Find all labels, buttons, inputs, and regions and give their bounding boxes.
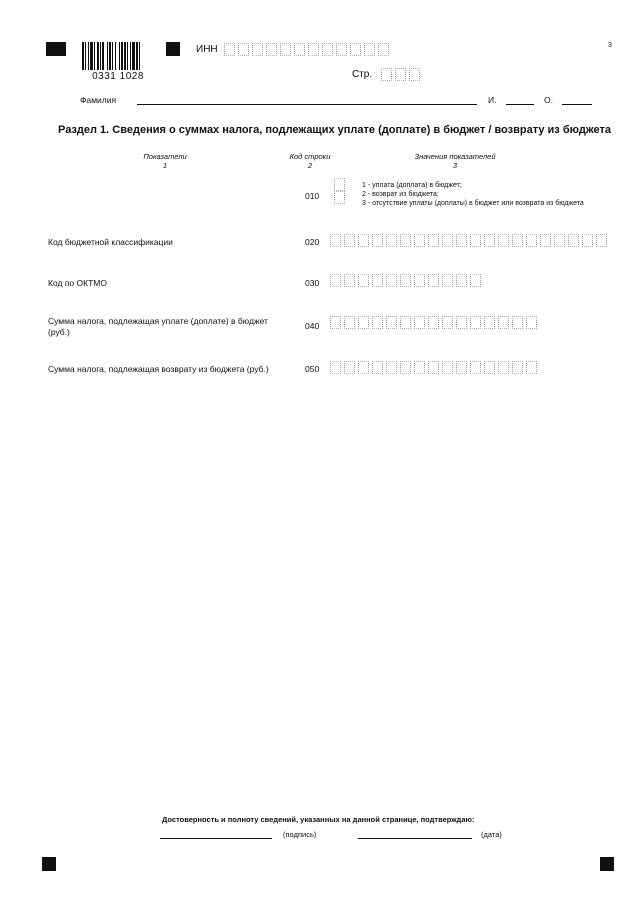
character-cell[interactable] — [358, 234, 369, 247]
character-cell[interactable] — [350, 43, 361, 56]
character-cell[interactable] — [358, 316, 369, 329]
column-header-row-code — [280, 152, 340, 170]
page-field[interactable] — [381, 68, 423, 81]
character-cell[interactable] — [470, 274, 481, 287]
registration-marker-top-left — [46, 42, 66, 56]
row-050-field[interactable] — [330, 361, 540, 374]
registration-marker-bottom-left — [42, 857, 56, 871]
character-cell[interactable] — [456, 361, 467, 374]
character-cell[interactable] — [512, 234, 523, 247]
row-040-code: 040 — [305, 321, 320, 331]
column-header-indicators-number: 1 — [162, 161, 168, 170]
character-cell[interactable] — [395, 68, 406, 81]
character-cell[interactable] — [372, 234, 383, 247]
row-050-code: 050 — [305, 364, 320, 374]
character-cell[interactable] — [498, 234, 509, 247]
character-cell[interactable] — [554, 234, 565, 247]
row-010-field[interactable] — [334, 178, 348, 191]
character-cell[interactable] — [280, 43, 291, 56]
column-header-values-number: 3 — [452, 161, 458, 170]
character-cell[interactable] — [470, 361, 481, 374]
character-cell[interactable] — [568, 234, 579, 247]
character-cell[interactable] — [428, 316, 439, 329]
page-number: 3 — [608, 42, 612, 49]
character-cell[interactable] — [428, 274, 439, 287]
character-cell[interactable] — [470, 316, 481, 329]
column-header-values — [395, 152, 515, 170]
character-cell[interactable] — [414, 316, 425, 329]
row-020-label: Код бюджетной классификации — [48, 237, 173, 247]
surname-label: Фамилия — [80, 95, 117, 105]
character-cell[interactable] — [582, 234, 593, 247]
character-cell[interactable] — [372, 274, 383, 287]
character-cell[interactable] — [386, 361, 397, 374]
character-cell[interactable] — [400, 274, 411, 287]
row-030-field[interactable] — [330, 274, 484, 287]
section-title: Раздел 1. Сведения о суммах налога, подлежащих уплате (доплате) в бюджет / возврату из бюджета — [58, 124, 611, 136]
character-cell[interactable] — [386, 274, 397, 287]
character-cell[interactable] — [484, 234, 495, 247]
row-050-label: Сумма налога, подлежащая возврату из бюджета (руб.) — [48, 364, 269, 374]
character-cell[interactable] — [330, 274, 341, 287]
character-cell[interactable] — [428, 234, 439, 247]
column-header-indicators — [120, 152, 210, 170]
signature-label: (подпись) — [283, 830, 317, 839]
character-cell[interactable] — [358, 361, 369, 374]
initial-i-field[interactable] — [506, 104, 534, 105]
row-020-field[interactable] — [330, 234, 610, 247]
character-cell[interactable] — [456, 274, 467, 287]
row-010-option-1: 1 - уплата (доплата) в бюджет; — [362, 182, 462, 189]
row-040-label-line1: Сумма налога, подлежащая уплате (доплате) в бюджет — [48, 316, 268, 326]
character-cell[interactable] — [596, 234, 607, 247]
character-cell[interactable] — [400, 361, 411, 374]
character-cell[interactable] — [334, 191, 345, 204]
character-cell[interactable] — [322, 43, 333, 56]
character-cell[interactable] — [294, 43, 305, 56]
character-cell[interactable] — [512, 316, 523, 329]
row-040-label-line2: (руб.) — [48, 327, 70, 337]
character-cell[interactable] — [344, 361, 355, 374]
character-cell[interactable] — [498, 316, 509, 329]
character-cell[interactable] — [330, 234, 341, 247]
character-cell[interactable] — [484, 316, 495, 329]
character-cell[interactable] — [442, 234, 453, 247]
character-cell[interactable] — [414, 361, 425, 374]
character-cell[interactable] — [526, 234, 537, 247]
character-cell[interactable] — [400, 234, 411, 247]
character-cell[interactable] — [386, 234, 397, 247]
registration-marker-top-mid — [166, 42, 180, 56]
date-label: (дата) — [481, 830, 502, 839]
character-cell[interactable] — [334, 178, 345, 191]
character-cell[interactable] — [442, 274, 453, 287]
signature-field[interactable] — [160, 838, 272, 839]
character-cell[interactable] — [512, 361, 523, 374]
row-010-option-3: 3 - отсутствие уплаты (доплаты) в бюджет или возврата из бюджета — [362, 200, 584, 207]
row-010-code: 010 — [305, 191, 320, 201]
date-field[interactable] — [358, 838, 472, 839]
character-cell[interactable] — [498, 361, 509, 374]
character-cell[interactable] — [252, 43, 263, 56]
barcode-number: 0331 1028 — [92, 71, 144, 82]
column-header-indicators-label: Показатели — [143, 152, 187, 161]
character-cell[interactable] — [428, 361, 439, 374]
character-cell[interactable] — [344, 234, 355, 247]
row-010-option-2: 2 - возврат из бюджета; — [362, 191, 439, 198]
character-cell[interactable] — [224, 43, 235, 56]
character-cell[interactable] — [526, 361, 537, 374]
character-cell[interactable] — [540, 234, 551, 247]
initial-o-label: О. — [544, 95, 553, 105]
character-cell[interactable] — [378, 43, 389, 56]
character-cell[interactable] — [456, 316, 467, 329]
column-header-values-label: Значения показателей — [414, 152, 496, 161]
initial-i-label: И. — [488, 95, 497, 105]
row-040-field[interactable] — [330, 316, 540, 329]
character-cell[interactable] — [381, 68, 392, 81]
row-010-field-lower[interactable] — [334, 191, 348, 204]
character-cell[interactable] — [358, 274, 369, 287]
column-header-row-code-label: Код строки — [289, 152, 331, 161]
row-030-code: 030 — [305, 278, 320, 288]
character-cell[interactable] — [308, 43, 319, 56]
character-cell[interactable] — [266, 43, 277, 56]
character-cell[interactable] — [484, 361, 495, 374]
surname-field[interactable] — [137, 104, 477, 105]
character-cell[interactable] — [409, 68, 420, 81]
character-cell[interactable] — [442, 316, 453, 329]
inn-field[interactable] — [224, 43, 392, 56]
character-cell[interactable] — [344, 274, 355, 287]
inn-label: ИНН — [196, 44, 218, 55]
character-cell[interactable] — [414, 274, 425, 287]
character-cell[interactable] — [442, 361, 453, 374]
registration-marker-bottom-right — [600, 857, 614, 871]
confirmation-text: Достоверность и полноту сведений, указанных на данной странице, подтверждаю: — [162, 815, 475, 824]
character-cell[interactable] — [330, 316, 341, 329]
character-cell[interactable] — [330, 361, 341, 374]
character-cell[interactable] — [414, 234, 425, 247]
character-cell[interactable] — [364, 43, 375, 56]
barcode-icon — [82, 42, 154, 70]
initial-o-field[interactable] — [562, 104, 592, 105]
row-030-label: Код по ОКТМО — [48, 278, 107, 288]
character-cell[interactable] — [372, 361, 383, 374]
character-cell[interactable] — [372, 316, 383, 329]
character-cell[interactable] — [336, 43, 347, 56]
character-cell[interactable] — [386, 316, 397, 329]
character-cell[interactable] — [238, 43, 249, 56]
character-cell[interactable] — [456, 234, 467, 247]
character-cell[interactable] — [470, 234, 481, 247]
page-label: Стр. — [352, 69, 373, 80]
character-cell[interactable] — [400, 316, 411, 329]
character-cell[interactable] — [526, 316, 537, 329]
character-cell[interactable] — [344, 316, 355, 329]
row-020-code: 020 — [305, 237, 320, 247]
column-header-row-code-number: 2 — [307, 161, 313, 170]
